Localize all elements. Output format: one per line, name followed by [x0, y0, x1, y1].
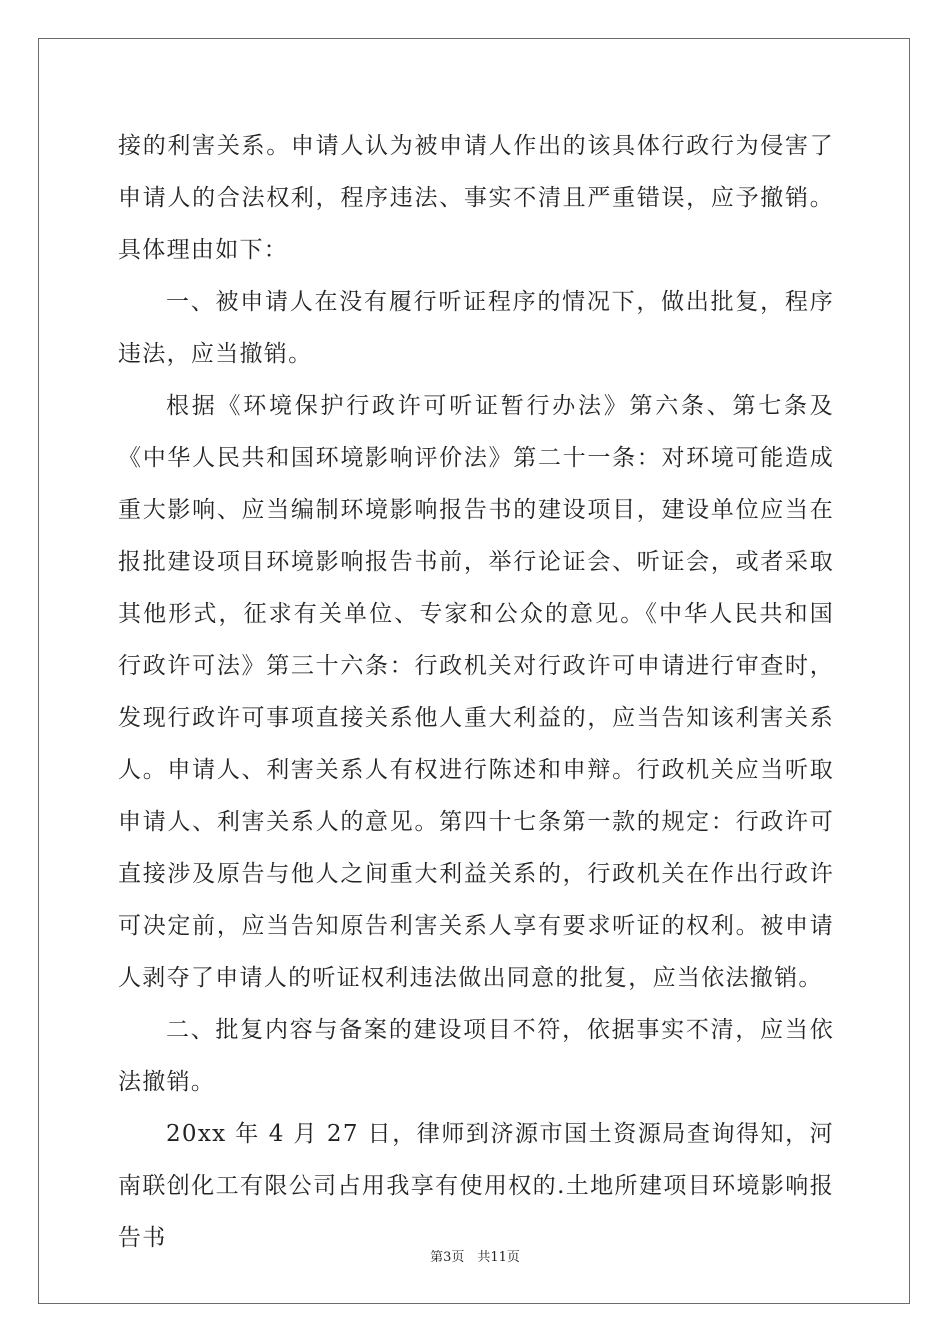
page-number-footer: 第3页 共11页 — [430, 1250, 520, 1265]
paragraph-point-one: 一、被申请人在没有履行听证程序的情况下，做出批复，程序违法，应当撤销。 — [118, 289, 834, 367]
paragraph-inquiry: 20xx 年 4 月 27 日，律师到济源市国土资源局查询得知，河南联创化工有限公司占用我享有使用权的.土地所建项目环境影响报告书 — [118, 1121, 834, 1251]
paragraph-point-two: 二、批复内容与备案的建设项目不符，依据事实不清，应当依法撤销。 — [118, 1017, 834, 1095]
paragraph-continuation: 接的利害关系。申请人认为被申请人作出的该具体行政行为侵害了申请人的合法权利，程序违法、事实不清且严重错误，应予撤销。具体理由如下： — [118, 133, 834, 263]
document-body — [118, 120, 834, 1264]
paragraph-legal-basis: 根据《环境保护行政许可听证暂行办法》第六条、第七条及《中华人民共和国环境影响评价法》第二十一条：对环境可能造成重大影响、应当编制环境影响报告书的建设项目，建设单位应当在报批建设项目环境影响报告书前，举行论证会、听证会，或者采取其他形式，征求有关单位、专家和公众的意见。《中华人民共和国行政许可法》第三十六条：行政机关对行政许可申请进行审查时，发现行政许可事项直接关系他人重大利益的，应当告知该利害关系人。申请人、利害关系人有权进行陈述和申辩。行政机关应当听取申请人、利害关系人的意见。第四十七条第一款的规定：行政许可直接涉及原告与他人之间重大利益关系的，行政机关在作出行政许可决定前，应当告知原告利害关系人享有要求听证的权利。被申请人剥夺了申请人的听证权利违法做出同意的批复，应当依法撤销。 — [118, 393, 834, 991]
